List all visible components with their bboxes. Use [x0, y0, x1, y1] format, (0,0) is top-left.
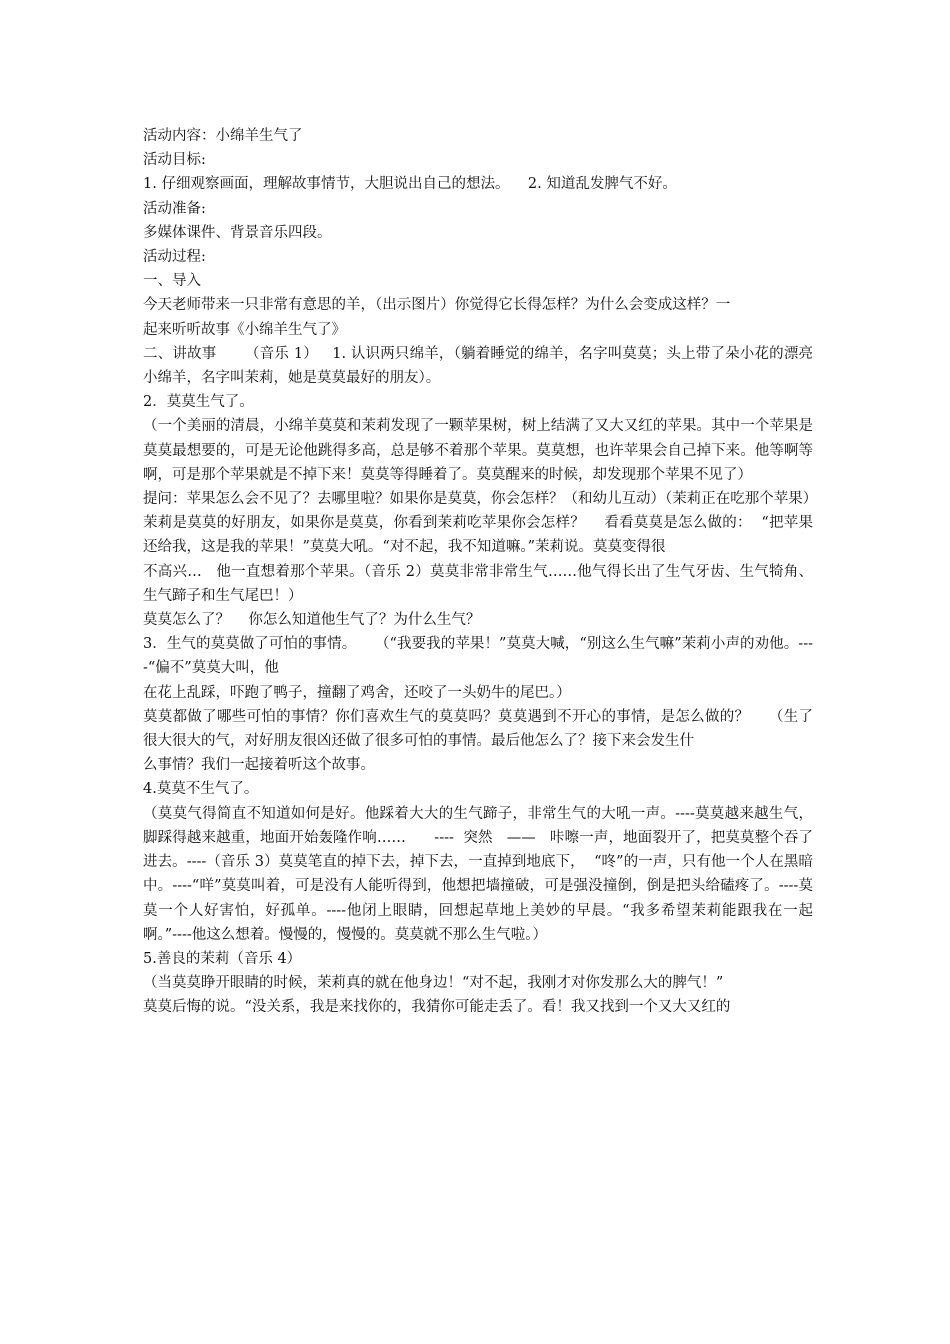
activity-content: 活动内容：小绵羊生气了	[143, 128, 303, 144]
question-apple: 提问：苹果怎么会不见了？去哪里啦？如果你是莫莫，你会怎样？（和幼儿互动）（茉莉正在吃那个苹果）	[143, 491, 818, 508]
step-2-story: （一个美丽的清晨，小绵羊莫莫和茉莉发现了一颗苹果树，树上结满了又大又红的苹果。其中一个苹果是莫莫最想要的，可是无论他跳得多高，总是够不着那个苹果。莫莫想，也许苹果会自己掉下来。他等啊等啊，可是那个苹果就是不掉下来！莫莫等得睡着了。莫莫醒来的时候，却发现那个苹果不见了）	[143, 418, 813, 483]
step-4-story: （莫莫气得简直不知道如何是好。他踩着大大的生气蹄子，非常生气的大吼一声。----莫莫越来越生气，脚踩得越来越重，地面开始轰隆作响…… ---- 突然 —— 咔嚓一声，地面裂开了，把莫莫整个吞了进去。----（音乐 3）莫莫笔直的掉下去，掉下去，一直掉到地底下， “咚”的一声，只有他一个人在黑暗中。----“咩”莫莫叫着，可是没有人能听得到，他想把墙撞破，可是强没撞倒，倒是把头给磕疼了。----莫莫一个人好害怕，好孤单。----他闭上眼睛，回想起草地上美妙的早晨。“我多希望茉莉能跟我在一起啊。”----他这么想着。慢慢的，慢慢的。莫莫就不那么生气啦。）	[143, 805, 813, 943]
story-dialog: 茉莉是莫莫的好朋友，如果你是莫莫，你看到茉莉吃苹果你会怎样？ 看看莫莫是怎么做的： “把苹果还给我，这是我的苹果！”莫莫大吼。“对不起，我不知道嘛。”茉莉说。莫莫变得很	[143, 515, 813, 556]
preparation-text: 多媒体课件、背景音乐四段。	[143, 224, 332, 241]
question-scary: 莫莫都做了哪些可怕的事情？你们喜欢生气的莫莫吗？莫莫遇到不开心的事情，是怎么做的？ （生了很大很大的气，对好朋友很凶还做了很多可怕的事情。最后他怎么了？接下来会发生什	[143, 708, 813, 750]
step-3-story-cont: 在花上乱踩，吓跑了鸭子，撞翻了鸡舍，还咬了一头奶牛的尾巴。）	[143, 684, 571, 701]
question-scary-cont: 么事情？我们一起接着听这个故事。	[143, 757, 375, 774]
document-body	[143, 124, 818, 1020]
intro-text: 今天老师带来一只非常有意思的羊，（出示图片）你觉得它长得怎样？为什么会变成这样？一	[143, 297, 731, 314]
goals-text: 1. 仔细观察画面，理解故事情节，大胆说出自己的想法。 2. 知道乱发脾气不好。	[143, 176, 677, 193]
section-intro-heading: 一、导入	[143, 273, 201, 290]
step-5-story: （当莫莫睁开眼睛的时候，茉莉真的就在他身边！“对不起，我刚才对你发那么大的脾气！”	[143, 975, 724, 992]
goals-heading: 活动目标:	[143, 152, 206, 169]
preparation-heading: 活动准备:	[143, 200, 206, 217]
step-5-heading: 5.善良的茉莉（音乐 4）	[143, 950, 302, 967]
intro-text-cont: 起来听听故事《小绵羊生气了》	[143, 321, 346, 338]
story-angry: 不高兴… 他一直想着那个苹果。（音乐 2）莫莫非常非常生气……他气得长出了生气牙齿、生气犄角、生气蹄子和生气尾巴！）	[143, 563, 813, 604]
section-story-heading: 二、讲故事 （音乐 1） 1. 认识两只绵羊，（躺着睡觉的绵羊，名字叫莫莫；头上带了朵小花的漂亮小绵羊，名字叫茉莉，她是莫莫最好的朋友）。	[143, 345, 813, 387]
process-heading: 活动过程:	[143, 249, 206, 266]
question-angry: 莫莫怎么了？ 你怎么知道他生气了？为什么生气？	[143, 612, 481, 629]
step-2-heading: 2．莫莫生气了。	[143, 394, 254, 411]
step-3-heading: 3．生气的莫莫做了可怕的事情。 （“我要我的苹果！”莫莫大喊，“别这么生气嘛”茉莉小声的劝他。----“偏不”莫莫大叫，他	[143, 636, 813, 677]
step-5-story-cont: 莫莫后悔的说。“没关系，我是来找你的，我猜你可能走丢了。看！我又找到一个又大又红的	[143, 999, 731, 1016]
step-4-heading: 4.莫莫不生气了。	[143, 781, 259, 798]
